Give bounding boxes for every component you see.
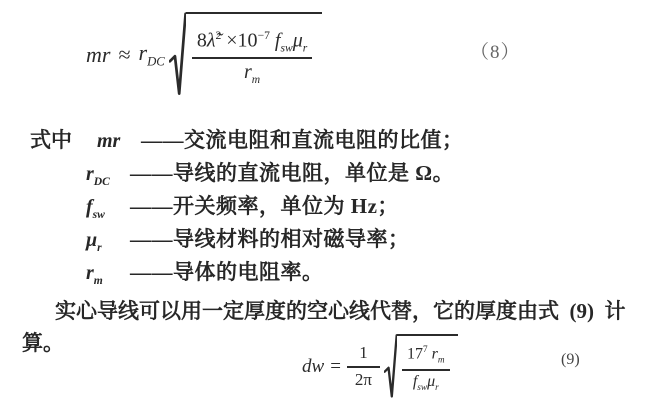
definition-text: ——开关频率，单位为 Hz； bbox=[130, 194, 399, 218]
eq9-numerator: $17^7$ $r_m$ bbox=[407, 345, 445, 366]
eq9-fraction bbox=[402, 345, 450, 393]
body-paragraph: 实心导线可以用一定厚度的空心线代替，它的厚度由式 (9) 计算。 bbox=[22, 299, 626, 355]
definition-row-rdc bbox=[30, 157, 464, 190]
radical-sign-icon bbox=[384, 334, 397, 399]
eq8-coefficient: $r_{DC}$ bbox=[138, 39, 165, 69]
definition-row-mr bbox=[30, 124, 464, 157]
eq9-denominator: $f_{sw}\mu_r$ bbox=[402, 369, 450, 393]
eq8-numerator: 8λ̃$^2$ $\times 10^{-7}$ $f_{sw}\mu_r$ bbox=[196, 28, 308, 55]
symbol-mur: $\mu_r$ bbox=[86, 229, 102, 254]
definition-row-mur bbox=[30, 223, 464, 256]
definition-text: ——交流电阻和直流电阻的比值； bbox=[141, 128, 464, 152]
symbol-fsw: $f_{sw}$ bbox=[86, 196, 105, 221]
eq8-approx-sign: ≈ bbox=[118, 41, 131, 67]
eq8-denominator: $r_m$ bbox=[192, 57, 312, 86]
eq9-equals-sign: = bbox=[330, 355, 341, 377]
definition-row-rm bbox=[30, 256, 464, 289]
symbol-rm: $r_m$ bbox=[86, 262, 103, 287]
equation-8-number: （8） bbox=[470, 42, 521, 63]
eq8-square-root bbox=[169, 12, 322, 97]
symbol-definitions bbox=[30, 124, 464, 289]
definition-row-fsw bbox=[30, 190, 464, 223]
eq8-lhs: mr bbox=[86, 41, 111, 67]
definition-text: ——导线的直流电阻，单位是 Ω。 bbox=[130, 161, 455, 185]
symbol-mr: mr bbox=[97, 130, 121, 152]
eq9-lhs: dw bbox=[302, 355, 325, 377]
radical-sign-icon bbox=[169, 12, 186, 97]
eq9-coefficient-fraction: $\frac{1}{2\pi}$ bbox=[347, 343, 380, 390]
definition-text: ——导线材料的相对磁导率； bbox=[130, 227, 410, 251]
where-label: 式中 bbox=[30, 128, 72, 152]
equation-9 bbox=[302, 334, 458, 399]
symbol-rdc: $r_{DC}$ bbox=[86, 163, 110, 188]
equation-9-number: (9) bbox=[561, 351, 580, 368]
definition-text: ——导体的电阻率。 bbox=[130, 260, 324, 284]
equation-8 bbox=[86, 12, 322, 97]
eq8-fraction bbox=[192, 29, 312, 87]
eq9-square-root bbox=[384, 334, 458, 399]
